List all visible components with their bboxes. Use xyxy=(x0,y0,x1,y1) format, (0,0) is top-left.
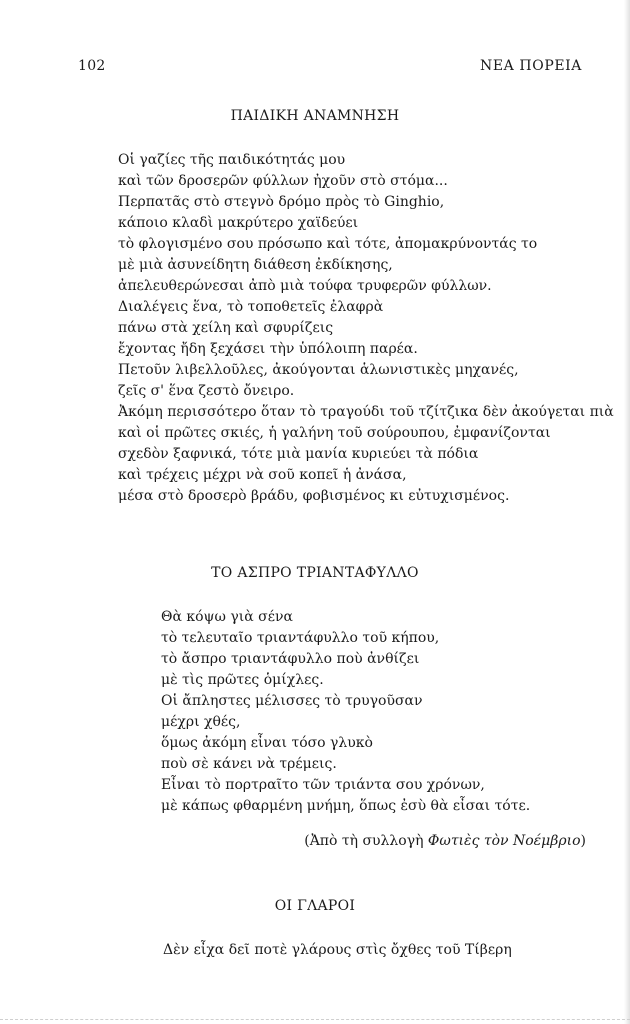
poem-line: μὲ τὶς πρῶτες ὁμίχλες. xyxy=(161,672,324,688)
page-number: 102 xyxy=(78,58,106,74)
page-bottom-edge xyxy=(0,1019,630,1020)
poem-line: σχεδὸν ξαφνικά, τότε μιὰ μανία κυριεύει τὰ πόδια xyxy=(118,446,479,462)
poem-line: καὶ τῶν δροσερῶν φύλλων ἠχοῦν στὸ στόμα... xyxy=(118,173,448,189)
poem-line: ζεῖς σ' ἕνα ζεστὸ ὄνειρο. xyxy=(118,383,295,399)
poem-line: Πετοῦν λιβελλοῦλες, ἀκούγονται ἁλωνιστικὲς μηχανές, xyxy=(118,362,519,378)
running-head: ΝΕΑ ΠΟΡΕΙΑ xyxy=(480,58,582,74)
poem-title: ΠΑΙΔΙΚΗ ΑΝΑΜΝΗΣΗ xyxy=(230,108,400,124)
poem-line: μὲ μιὰ ἀσυνείδητη διάθεση ἐκδίκησης, xyxy=(118,257,393,273)
poem-line: Οἱ ἄπληστες μέλισσες τὸ τρυγοῦσαν xyxy=(161,693,423,709)
attribution-suffix: ) xyxy=(580,833,586,849)
poem-title: ΟΙ ΓΛΑΡΟΙ xyxy=(274,898,356,914)
attribution-prefix: (Ἀπὸ τὴ συλλογὴ xyxy=(304,833,428,849)
poem-line: ποὺ σὲ κάνει νὰ τρέμεις. xyxy=(161,756,337,772)
poem-line: τὸ ἄσπρο τριαντάφυλλο ποὺ ἀνθίζει xyxy=(161,651,420,667)
poem-line: Διαλέγεις ἕνα, τὸ τοποθετεῖς ἐλαφρὰ xyxy=(118,299,384,315)
poem-line: Δὲν εἶχα δεῖ ποτὲ γλάρους στὶς ὄχθες τοῦ Τίβερη xyxy=(163,942,512,958)
poem-line: τὸ φλογισμένο σου πρόσωπο καὶ τότε, ἀπομακρύνοντάς το xyxy=(118,236,538,252)
poem-body xyxy=(163,940,512,961)
poem-line: Περπατᾶς στὸ στεγνὸ δρόμο πρὸς τὸ Ginghio, xyxy=(118,194,445,210)
poem-line: ἔχοντας ἤδη ξεχάσει τὴν ὑπόλοιπη παρέα. xyxy=(118,341,418,357)
page-edge-shadow xyxy=(624,0,630,1024)
poem-line: Οἱ γαζίες τῆς παιδικότητάς μου xyxy=(118,152,346,168)
poem-line: ὅμως ἀκόμη εἶναι τόσο γλυκὸ xyxy=(161,735,373,751)
poem-line: πάνω στὰ χείλη καὶ σφυρίζεις xyxy=(118,320,334,336)
poem-line: καὶ οἱ πρῶτες σκιές, ἡ γαλήνη τοῦ σούρουπου, ἐμφανίζονται xyxy=(118,425,551,441)
attribution-book-title: Φωτιὲς τὸν Νοέμβριο xyxy=(427,833,581,849)
poem-body xyxy=(161,607,530,817)
poem-line: μέσα στὸ δροσερὸ βράδυ, φοβισμένος κι εὐτυχισμένος. xyxy=(118,488,510,504)
poem-line: μέχρι χθές, xyxy=(161,714,241,730)
poem-body xyxy=(118,150,614,507)
poem-line: Εἶναι τὸ πορτραῖτο τῶν τριάντα σου χρόνων, xyxy=(161,777,485,793)
poem-line: κάποιο κλαδὶ μακρύτερο χαϊδεύει xyxy=(118,215,359,231)
poem-line: Ἀκόμη περισσότερο ὅταν τὸ τραγούδι τοῦ τζίτζικα δὲν ἀκούγεται πιὰ xyxy=(118,404,614,420)
source-attribution xyxy=(304,833,586,849)
poem-line: τὸ τελευταῖο τριαντάφυλλο τοῦ κήπου, xyxy=(161,630,440,646)
poem-title: ΤΟ ΑΣΠΡΟ ΤΡΙΑΝΤΑΦΥΛΛΟ xyxy=(211,565,419,581)
poem-line: ἀπελευθερώνεσαι ἀπὸ μιὰ τούφα τρυφερῶν φύλλων. xyxy=(118,278,492,294)
poem-line: μὲ κάπως φθαρμένη μνήμη, ὅπως ἐσὺ θὰ εἶσαι τότε. xyxy=(161,798,531,814)
poem-line: Θὰ κόψω γιὰ σένα xyxy=(161,609,293,625)
poem-line: καὶ τρέχεις μέχρι νὰ σοῦ κοπεῖ ἡ ἀνάσα, xyxy=(118,467,407,483)
